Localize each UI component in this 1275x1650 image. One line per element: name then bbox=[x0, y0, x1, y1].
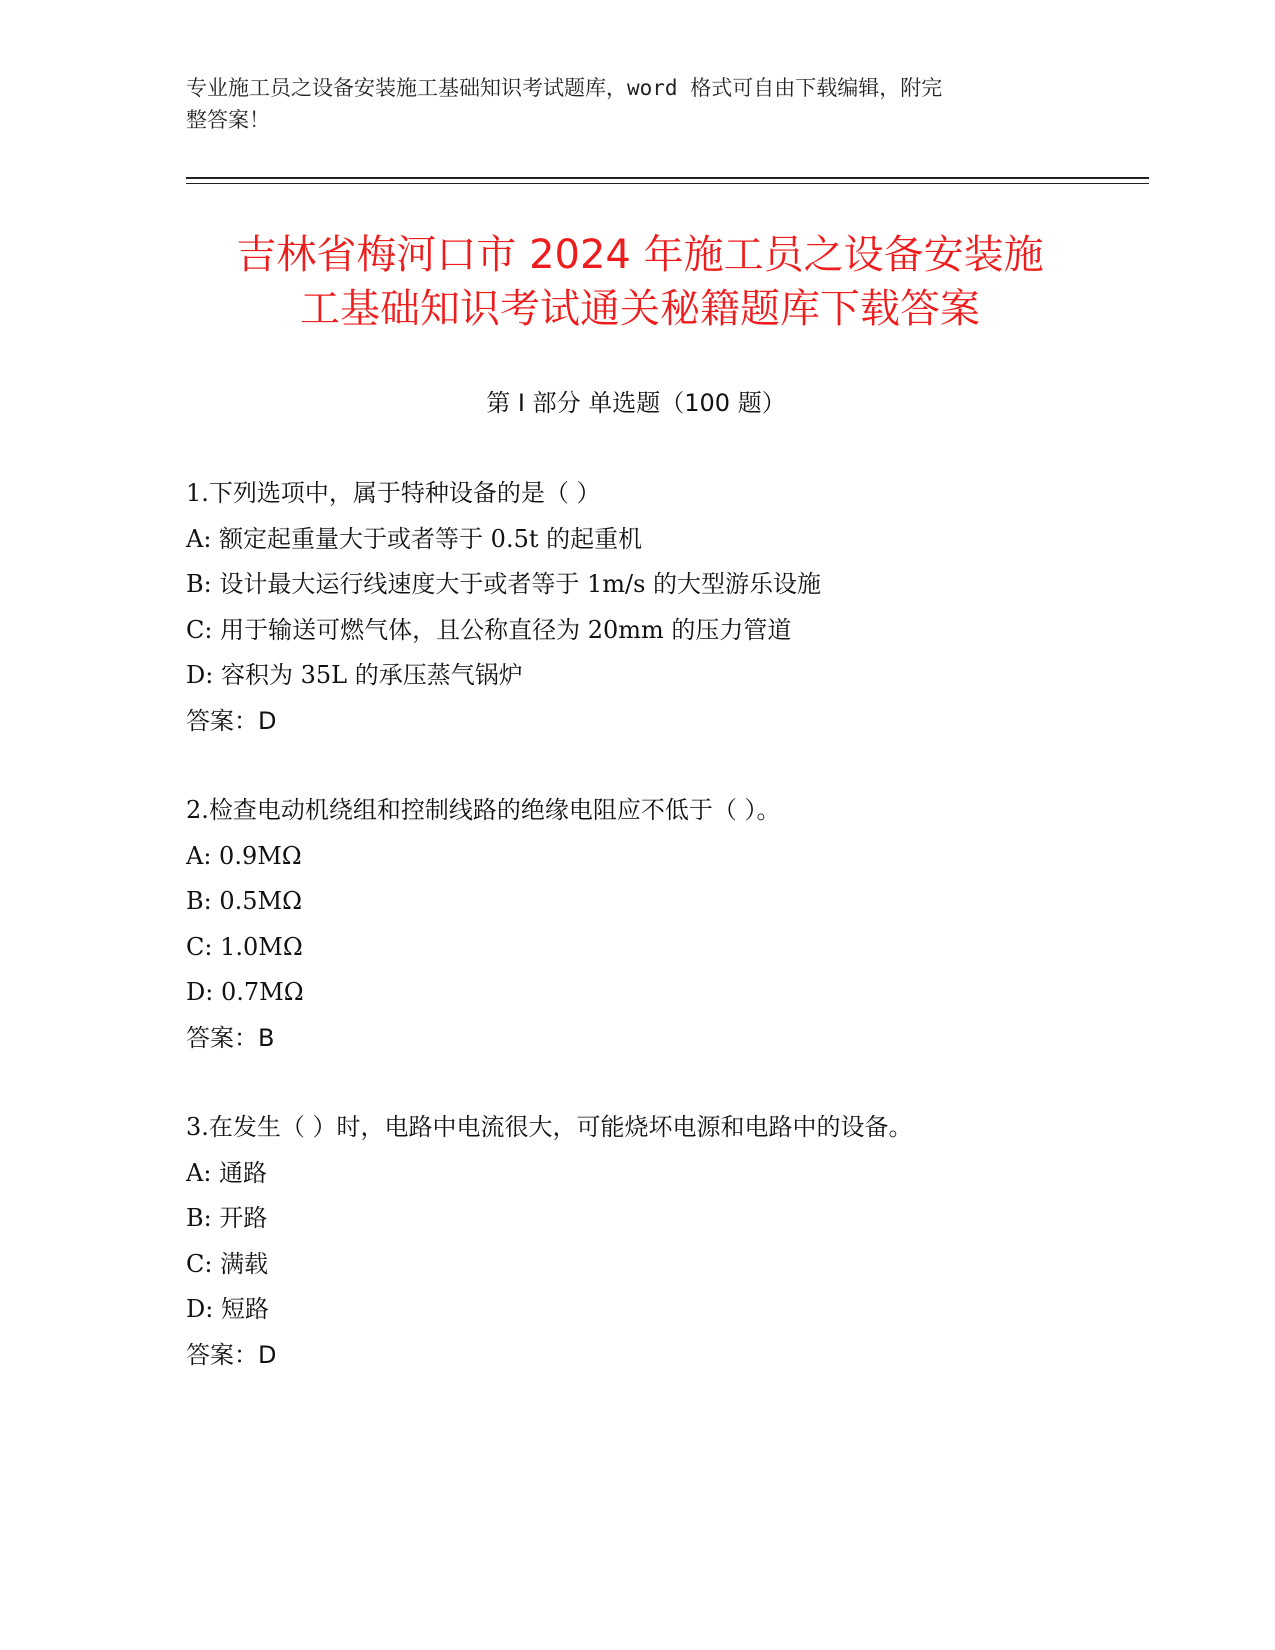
question-3 bbox=[186, 1112, 1146, 1370]
header-divider-thin bbox=[186, 183, 1149, 184]
header-note-line-1: 专业施工员之设备安装施工基础知识考试题库，word 格式可自由下载编辑，附完 bbox=[186, 76, 943, 100]
option-d: D: 0.7MΩ bbox=[186, 978, 304, 1006]
option-c: C: 满载 bbox=[186, 1249, 269, 1278]
option-d: D: 容积为 35L 的承压蒸气锅炉 bbox=[186, 661, 523, 689]
answer-line: 答案：D bbox=[186, 1340, 277, 1369]
option-b: B: 开路 bbox=[186, 1204, 268, 1232]
answer-line: 答案：D bbox=[186, 706, 277, 735]
header-note-line-2: 整答案！ bbox=[186, 108, 270, 132]
option-a: A: 0.9MΩ bbox=[186, 841, 302, 870]
question-stem: 3.在发生（ ）时，电路中电流很大，可能烧坏电源和电路中的设备。 bbox=[186, 1113, 913, 1141]
question-2 bbox=[186, 795, 1146, 1053]
header-divider-thick bbox=[186, 177, 1149, 179]
question-spacer bbox=[186, 1068, 1146, 1112]
question-list bbox=[186, 478, 1146, 1385]
document-title-line-1: 吉林省梅河口市 2024 年施工员之设备安装施 bbox=[236, 232, 1044, 278]
option-a: A: 额定起重量大于或者等于 0.5t 的起重机 bbox=[186, 524, 643, 553]
question-spacer bbox=[186, 751, 1146, 795]
option-a: A: 通路 bbox=[186, 1158, 268, 1187]
section-heading: 第 I 部分 单选题（100 题） bbox=[486, 389, 786, 417]
question-1 bbox=[186, 478, 1146, 736]
option-d: D: 短路 bbox=[186, 1295, 269, 1323]
option-b: B: 设计最大运行线速度大于或者等于 1m/s 的大型游乐设施 bbox=[186, 570, 822, 598]
option-b: B: 0.5MΩ bbox=[186, 887, 302, 915]
document-header-note bbox=[186, 72, 1086, 136]
document-title bbox=[150, 228, 1130, 336]
question-stem: 1.下列选项中，属于特种设备的是（ ） bbox=[186, 479, 601, 507]
document-title-line-2: 工基础知识考试通关秘籍题库下载答案 bbox=[300, 286, 980, 332]
option-c: C: 用于输送可燃气体，且公称直径为 20mm 的压力管道 bbox=[186, 615, 792, 644]
question-stem: 2.检查电动机绕组和控制线路的绝缘电阻应不低于（ ）。 bbox=[186, 796, 781, 824]
answer-line: 答案：B bbox=[186, 1023, 275, 1052]
option-c: C: 1.0MΩ bbox=[186, 932, 303, 961]
